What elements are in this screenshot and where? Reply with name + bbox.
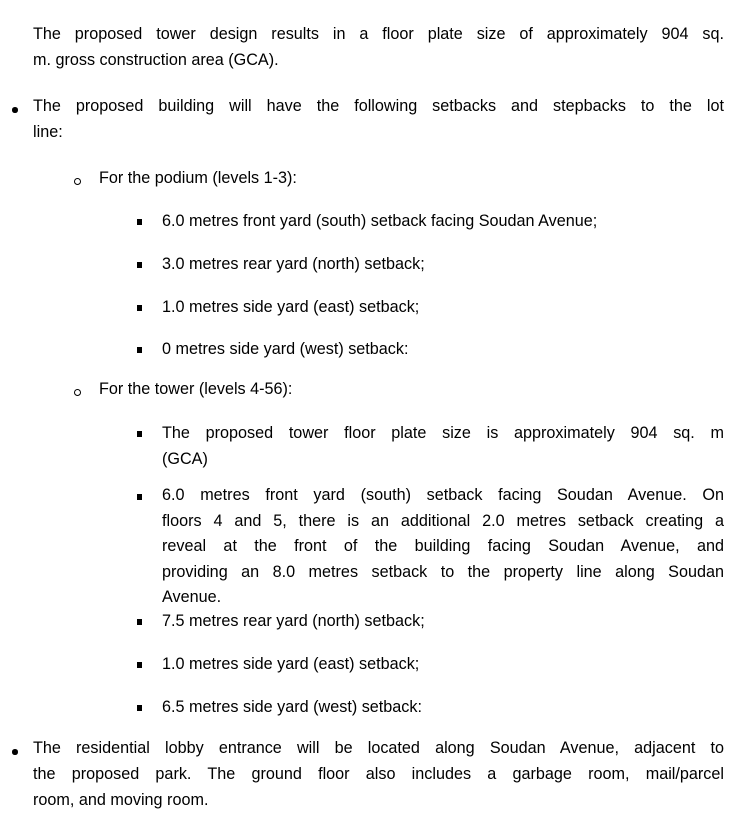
bullet-square-icon xyxy=(137,705,143,711)
bullet-tower-floor-plate xyxy=(0,420,737,472)
bullet-square-icon xyxy=(137,305,143,311)
bullet-square-icon xyxy=(137,619,143,625)
text-line: 0 metres side yard (west) setback: xyxy=(162,340,409,358)
text-line: 7.5 metres rear yard (north) setback; xyxy=(162,612,425,630)
text-line: 1.0 metres side yard (east) setback; xyxy=(162,655,420,673)
para-floor-plate xyxy=(0,21,737,73)
bullet-circle-icon xyxy=(74,178,81,185)
bullet-tower-side-yard-east xyxy=(0,651,737,677)
bullet-tower-header xyxy=(0,376,737,402)
text-line: 1.0 metres side yard (east) setback; xyxy=(162,298,420,316)
bullet-square-icon xyxy=(137,347,143,353)
bullet-lobby-entrance xyxy=(0,735,737,813)
bullet-podium-side-yard-east xyxy=(0,294,737,320)
text-line: The proposed tower design results in a floor plate size of approximately 904 sq. xyxy=(33,25,724,43)
text-line: the proposed park. The ground floor also includes a garbage room, mail/parcel xyxy=(33,765,724,783)
bullet-tower-front-yard xyxy=(0,483,737,611)
bullet-disc-icon xyxy=(12,107,18,113)
text-line: Avenue. xyxy=(162,588,222,606)
text-line: floors 4 and 5, there is an additional 2.0 metres setback creating a xyxy=(162,511,724,530)
bullet-podium-front-yard xyxy=(0,208,737,234)
bullet-tower-rear-yard xyxy=(0,608,737,634)
bullet-setbacks-stepbacks xyxy=(0,93,737,145)
text-line: 6.0 metres front yard (south) setback facing Soudan Avenue. On xyxy=(162,486,724,504)
bullet-tower-side-yard-west xyxy=(0,694,737,720)
bullet-podium-side-yard-west xyxy=(0,336,737,362)
text-line: (GCA) xyxy=(162,450,208,468)
bullet-square-icon xyxy=(137,262,143,268)
text-line: The proposed building will have the following setbacks and stepbacks to the lot xyxy=(33,97,724,115)
bullet-square-icon xyxy=(137,431,143,437)
text-line: 6.5 metres side yard (west) setback: xyxy=(162,698,422,716)
text-line: room, and moving room. xyxy=(33,791,209,809)
text-line: For the tower (levels 4-56): xyxy=(99,380,293,398)
text-line: 6.0 metres front yard (south) setback facing Soudan Avenue; xyxy=(162,212,598,230)
bullet-square-icon xyxy=(137,219,143,225)
text-line: reveal at the front of the building facing Soudan Avenue, and xyxy=(162,537,724,555)
bullet-square-icon xyxy=(137,662,143,668)
bullet-circle-icon xyxy=(74,389,81,396)
text-line: 3.0 metres rear yard (north) setback; xyxy=(162,255,425,273)
bullet-podium-rear-yard xyxy=(0,251,737,277)
text-line: The residential lobby entrance will be located along Soudan Avenue, adjacent to xyxy=(33,739,724,757)
text-line: The proposed tower floor plate size is approximately 904 sq. m xyxy=(162,424,724,442)
text-line: providing an 8.0 metres setback to the property line along Soudan xyxy=(162,562,724,581)
text-line: m. gross construction area (GCA). xyxy=(33,51,279,69)
text-line: For the podium (levels 1-3): xyxy=(99,169,297,187)
bullet-square-icon xyxy=(137,494,143,500)
bullet-disc-icon xyxy=(12,749,18,755)
text-line: line: xyxy=(33,123,63,141)
bullet-podium-header xyxy=(0,165,737,191)
